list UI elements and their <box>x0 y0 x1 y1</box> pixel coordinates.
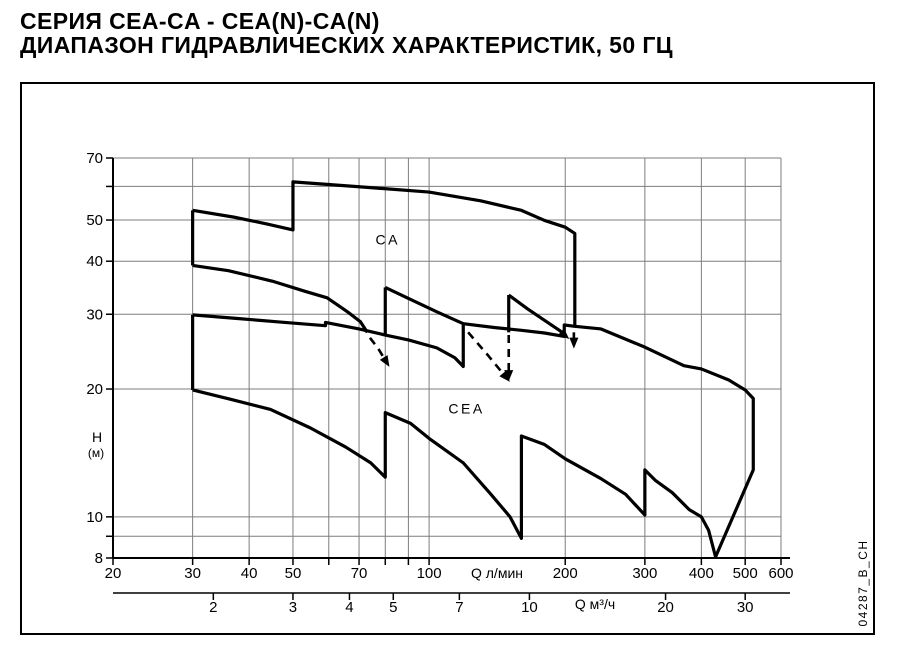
x-tick-label-40: 40 <box>240 565 258 582</box>
x-tick-label-400: 400 <box>688 565 714 582</box>
y-axis-label-unit: (м) <box>87 446 105 460</box>
x2-tick-label-30: 30 <box>736 599 754 616</box>
title-line-2: ДИАПАЗОН ГИДРАВЛИЧЕСКИХ ХАРАКТЕРИСТИК, 50 ГЦ <box>20 32 673 58</box>
x2-tick-label-2: 2 <box>209 599 218 616</box>
y-axis-label-h: H <box>91 429 103 445</box>
x2-tick-label-20: 20 <box>657 599 674 616</box>
y-tick-label-20: 20 <box>86 381 103 399</box>
x-tick-label-100: 100 <box>416 565 442 582</box>
y-tick-label-70: 70 <box>86 150 103 167</box>
x2-axis-unit-label: Q м³/ч <box>574 596 616 612</box>
curve-ca-bottom-curve-ext-arrowhead <box>380 355 390 367</box>
x-tick-label-300: 300 <box>632 565 658 582</box>
x-tick-label-500: 500 <box>732 565 758 582</box>
y-tick-label-30: 30 <box>86 306 103 324</box>
curve-cea-curve-120-max <box>385 287 463 323</box>
drawing-code-label: 04287_B_CH <box>856 539 870 627</box>
x-tick-label-20: 20 <box>104 565 122 582</box>
curve-cea-curve-120-ext <box>468 332 505 375</box>
x2-tick-label-3: 3 <box>288 599 298 616</box>
x2-tick-label-7: 7 <box>455 599 464 616</box>
x-tick-label-600: 600 <box>768 565 794 582</box>
curve-cea-upper-envelope <box>193 315 754 557</box>
x-axis-unit-label: Q л/мин <box>470 565 524 581</box>
x-tick-label-30: 30 <box>184 565 201 582</box>
y-tick-label-8: 8 <box>94 550 103 567</box>
title-line-1: СЕРИЯ CEA-CA - CEA(N)-CA(N) <box>20 8 380 34</box>
y-tick-label-40: 40 <box>86 253 103 271</box>
y-tick-label-10: 10 <box>86 508 103 526</box>
y-tick-label-50: 50 <box>86 212 103 230</box>
x2-tick-label-5: 5 <box>389 599 398 616</box>
x2-tick-label-4: 4 <box>345 599 354 616</box>
x-tick-label-200: 200 <box>552 565 578 582</box>
x-tick-label-70: 70 <box>350 565 368 582</box>
curve-cea-drop-210-arrowhead <box>569 338 578 349</box>
region-label-cea: CEA <box>448 400 485 417</box>
x2-tick-label-10: 10 <box>521 599 538 616</box>
region-label-ca: CA <box>375 231 400 248</box>
curve-ca-bottom-curve-ext <box>370 338 385 360</box>
x-tick-label-50: 50 <box>284 565 302 582</box>
